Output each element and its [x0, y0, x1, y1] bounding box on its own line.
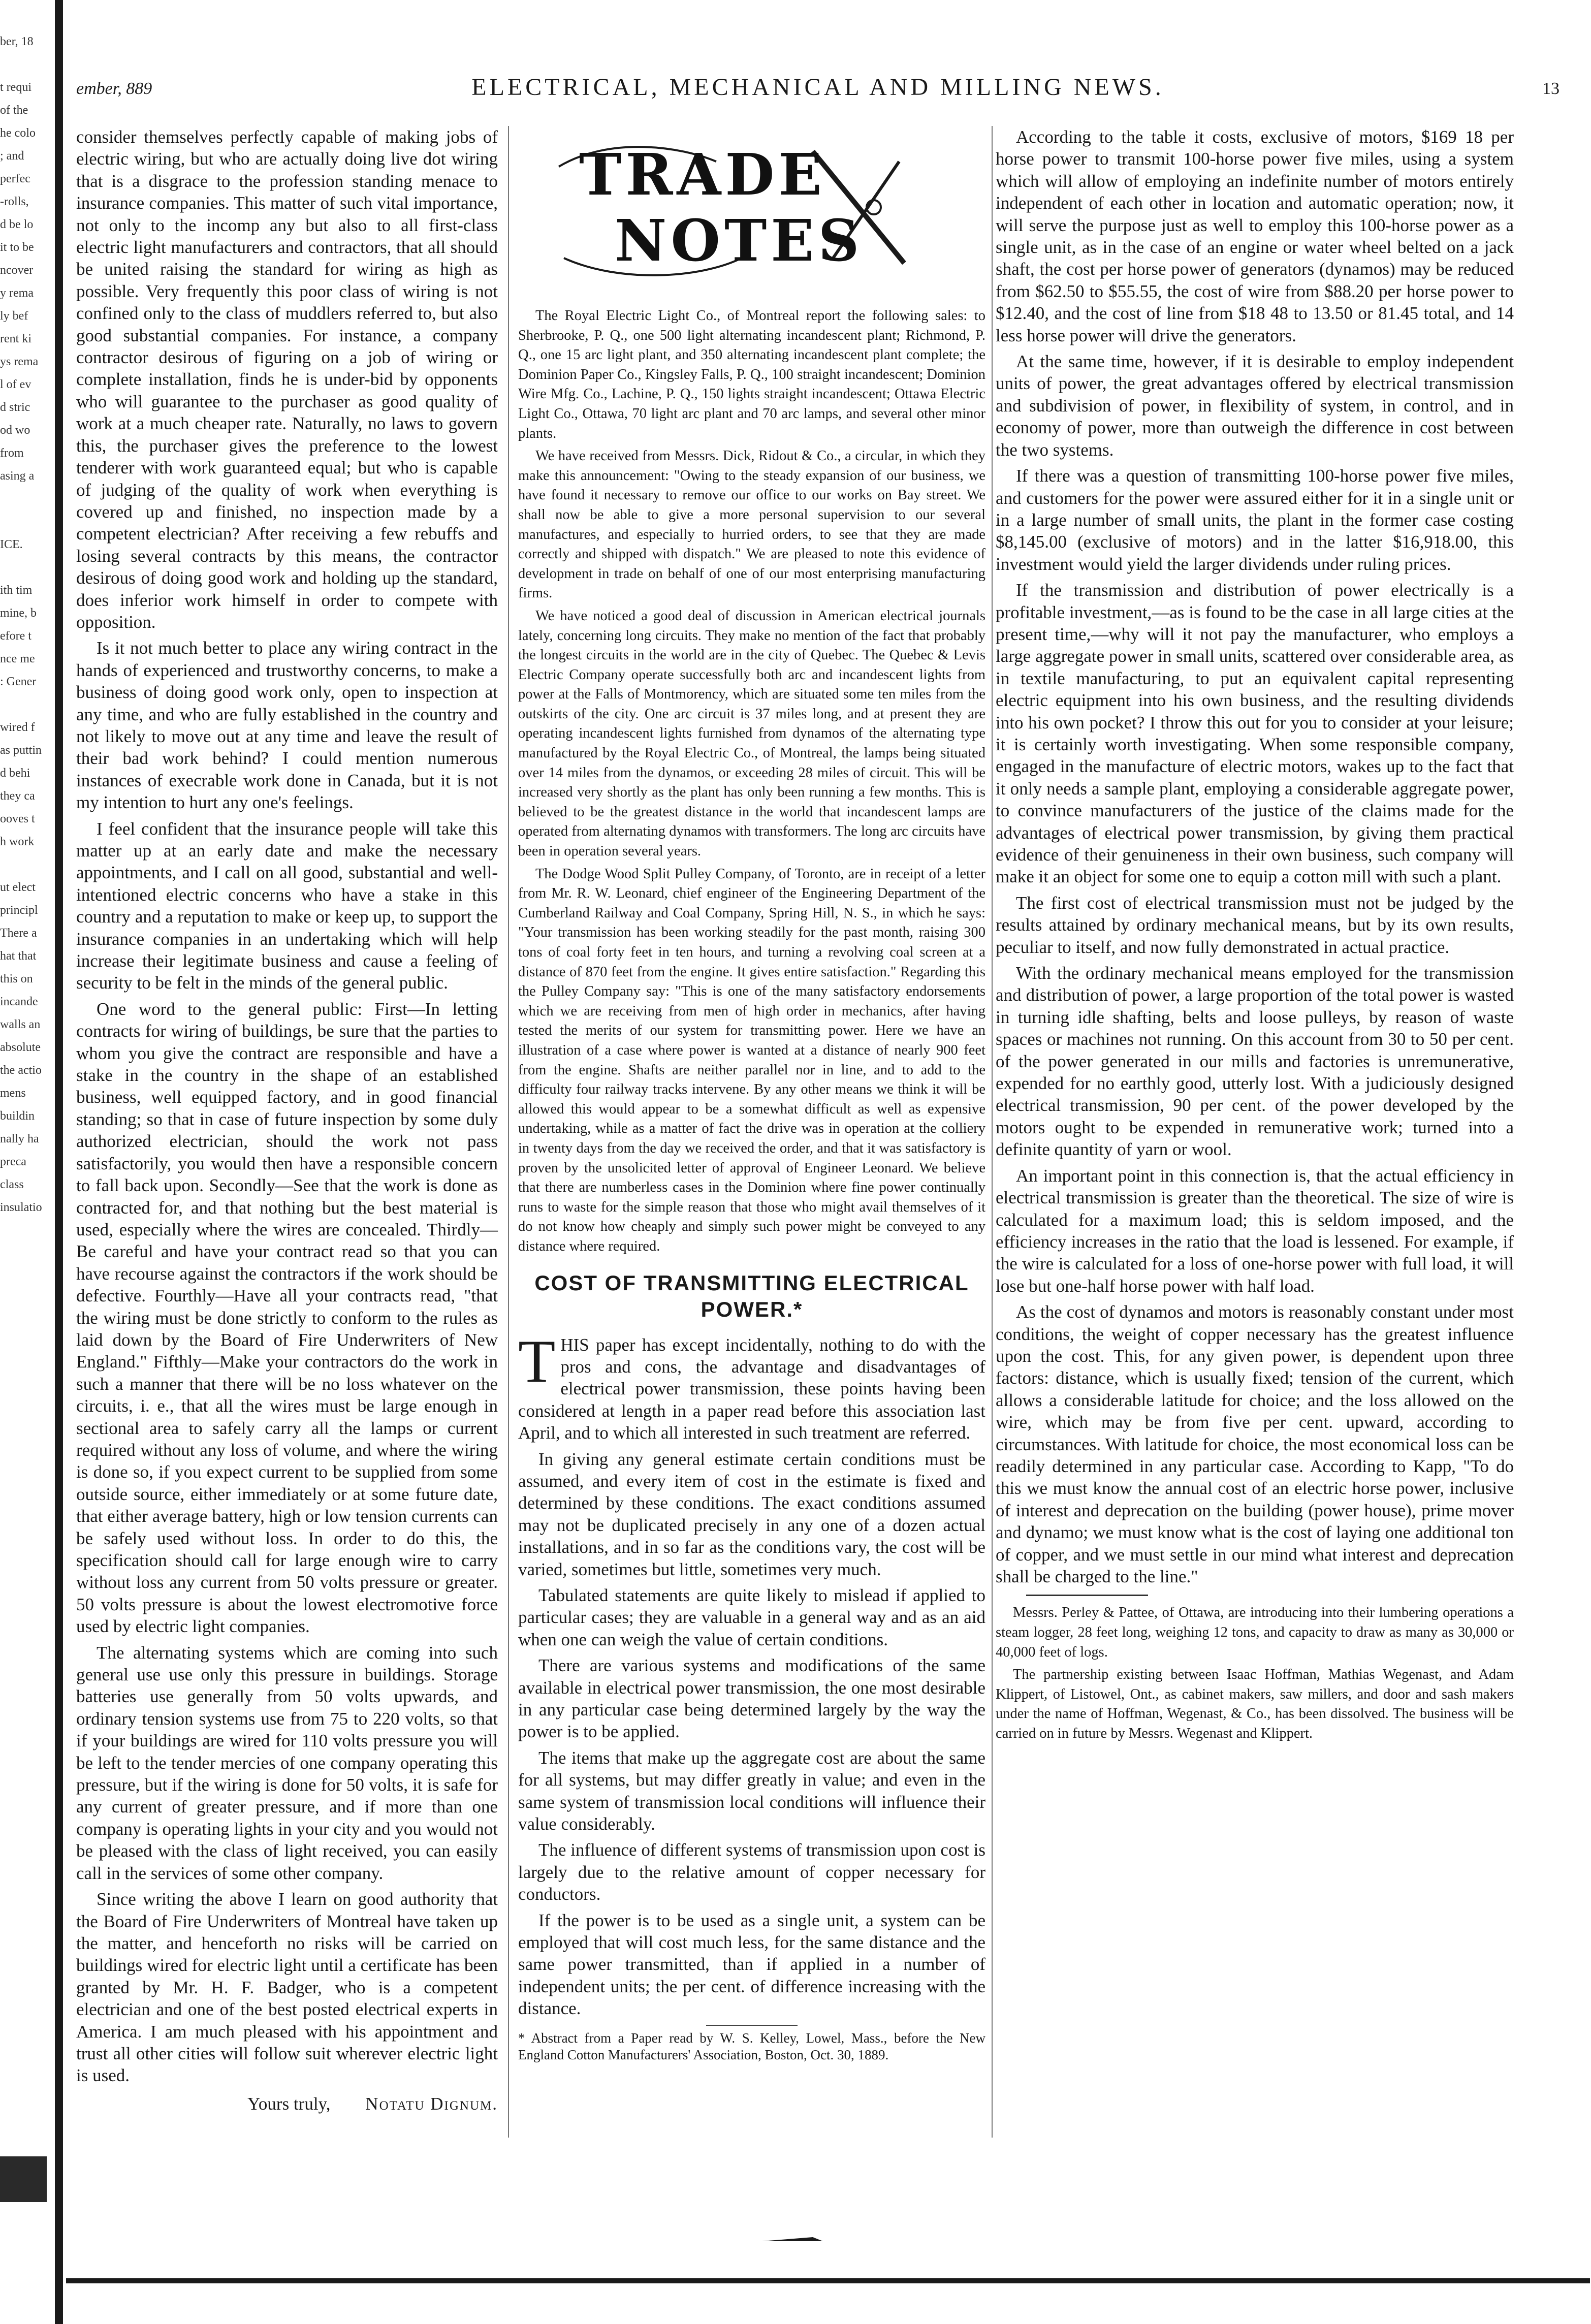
trade-notes-logo: [549, 131, 925, 294]
trade-note: We have received from Messrs. Dick, Ridout & Co., a circular, in which they make this announcement: "Owing to the steady expansion of our business, we have found it necessary to remove our office to our works on Bay street. We shall now be able to give a more personal supervision to our several manufactures, and especially to hurried orders, to see that they are made correctly and shipped with dispatch." We are pleased to note this evidence of development in trade on behalf of one of our most enterprising manufacturing firms.: [518, 448, 985, 601]
letter-paragraph: Since writing the above I learn on good authority that the Board of Fire Underwriters of Montreal have taken up the matter, and henceforth no risks will be carried on buildings wired for electric light until a certificate has been granted by Mr. H. F. Badger, who is a competent electrician and one of the best posted electrical experts in America. I am much pleased with his appointment and trust all other cities will follow suit wherever electric light is used.: [76, 1889, 498, 2086]
article-paragraph: According to the table it costs, exclusive of motors, $169 18 per horse power to transmit 100-horse power five miles, using a system which will allow of employing an indefinite number of motors entirely independent of each other in location and automatic operation; now, it will serve the purpose just as well to employ this 100-horse power as a single unit, as in the case of an engine or water wheel belted on a jack shaft, the cost per horse power of generators (dynamos) may be reduced from $62.50 to $55.55, the cost of wire from $88.20 per horse power to $12.40, and the cost of line from $18 48 to 13.50 or 81.45 total, and 14 less horse power will drive the generators.: [996, 127, 1514, 345]
adjacent-page-fragments: ber, 18 t requi of the he colo ; and perfec -rolls, d be lo it to be ncover y rema ly bef rent ki ys rema l of ev d stric od wo from asing a ICE. ith tim mine, b efore t nce me : Gener wired f as puttin d behi they ca ooves t h work ut elect principl There a hat that this on incande walls an absolute the actio mens buildin nally ha preca class insulatio: [0, 35, 42, 1214]
letter-paragraph: The alternating systems which are coming into such general use use only this pressure in buildings. Storage batteries use generally from 50 volts upwards, and ordinary tension systems use from 75 to 220 volts, so that if your buildings are wired for 110 volts pressure you will be left to the tender mercies of one company operating this pressure, but if the wiring is done for 50 volts, it is safe for any current of greater pressure, and if more than one company is operating lights in your city and you would not be pleased with the class of light received, you can easily call in the services of some other company.: [76, 1642, 498, 1883]
letter-column: [76, 126, 498, 2115]
article-lead-text: HIS paper has except incidentally, nothing to do with the pros and cons, the advantage and disadvantages of electrical power transmission, these points having been considered at length in a paper read before this association last April, and to which all interested in such treatment are referred.: [518, 1334, 985, 1443]
article-paragraph: As the cost of dynamos and motors is reasonably constant under most conditions, the weight of copper necessary has the greatest influence upon the cost. This, for any given power, is dependent upon three factors: distance, which is usually fixed; tension of the current, which allows a considerable latitude for choice; and the loss allowed on the wire, which may be from five per cent. upward, according to circumstances. With latitude for choice, the most economical loss can be readily determined in any particular case. According to Kapp, "To do this we must know the annual cost of an electric horse power, inclusive of interest and deprecation on the building (power house), prime mover and dynamo; we must know what is the cost of laying one additional ton of copper, and we must settle in our mind what interest and deprecation shall be charged to the line.": [996, 1302, 1514, 1586]
binding-edge: [55, 0, 63, 2324]
trade-notes-banner: [518, 126, 985, 301]
letter-paragraph: One word to the general public: First—In letting contracts for wiring of buildings, be sure that the parties to whom you give the contract are responsible and have a stake in the country in the shape of an established business, well equipped factory, and in good financial standing; so that in case of future inspection by some duly authorized electrician, should the work not pass satisfactorily, you would then have a responsible concern to fall back upon. Secondly—See that the work is done as contracted for, and that nothing but the best material is used, especially where the wires are concealed. Thirdly—Be careful and have your contract read so that you can have recourse against the contractors if the work should be defective. Fourthly—Have all your contracts read, "that the wiring must be done strictly to conform to the rules as laid down by the Board of Fire Underwriters of New England." Fifthly—Make your contractors do the work in such a manner that there will be no loss whatever on the circuits, i. e., that all the wires must be large enough in sectional area to safely carry all the lamps or current required without any loss of volume, and where the wiring is done so, if you expect current to be supplied from some outside source, either immediately or at some future date, that either average battery, high or low tension currents can be safely used without loss. In order to do this, the specification should call for large enough wire to carry without loss any current from 50 volts pressure or greater. 50 volts pressure is about the lowest electromotive force used by electric light companies.: [76, 999, 498, 1637]
trade-note: The Royal Electric Light Co., of Montreal report the following sales: to Sherbrooke, P. Q., one 500 light alternating incandescent plant; Richmond, P. Q., one 15 arc light plant, and 350 alternating incandescent plant complete; the Dominion Paper Co., Kingsley Falls, P. Q., 100 straight incandescent; Dominion Wire Mfg. Co., Lachine, P. Q., 150 lights straight incandescent; Ottawa Electric Light Co., Ottawa, 70 light arc plant and 70 arc lamps, and several other minor plants.: [518, 308, 985, 441]
trade-notes-title-row2: NOTES: [615, 208, 864, 274]
article-paragraph: The influence of different systems of transmission upon cost is largely due to the relative amount of copper necessary for conductors.: [518, 1840, 985, 1904]
trade-notes-list: [518, 306, 985, 1257]
page-number: 13: [1542, 79, 1560, 98]
binding-bar: [0, 2156, 47, 2202]
business-note: The partnership existing between Isaac Hoffman, Mathias Wegenast, and Adam Klippert, of Listowel, Ont., as cabinet makers, saw millers, and door and sash makers under the name of Hoffman, Wegenast, & Co., has been dissolved. The business will be carried on in future by Messrs. Wegenast and Klippert.: [996, 1667, 1514, 1741]
article-paragraph: If there was a question of transmitting 100-horse power five miles, and customers for the power were assured either for it in a single unit or in a large number of small units, the plant in the former case costing $8,145.00 (exclusive of motors) and in the latter $16,918.00, this investment would yield the larger dividends under ruling prices.: [996, 466, 1514, 574]
closing: Yours truly,: [247, 2093, 331, 2114]
issue-date: ember, 889: [76, 79, 152, 98]
article-headline: COST OF TRANSMITTING ELECTRICAL POWER.*: [534, 1270, 969, 1321]
trade-notes-column: [518, 126, 985, 2067]
article-paragraph: An important point in this connection is, that the actual efficiency in electrical transmission is greater than the theoretical. The size of wire is calculated for a maximum load; this is seldom imposed, and the efficiency increases in the ratio that the load is lessened. For example, if the wire is calculated for a loss of one-horse power with full load, it will lose but one-half horse power with half load.: [996, 1165, 1514, 1296]
business-notes: [996, 1603, 1514, 1743]
section-rule: [1026, 1595, 1148, 1596]
page-bottom-rule: [66, 2278, 1590, 2283]
drop-cap: T: [518, 1327, 556, 1395]
trade-notes-title-row1: TRADE: [579, 142, 826, 208]
trade-note: We have noticed a good deal of discussion in American electrical journals lately, concerning long circuits. They make no mention of the fact that probably the longest circuits in the world are in the city of Quebec. The Quebec & Levis Electric Company operate successfully both arc and incandescent lights from power at the Falls of Montmorency, which are situated some ten miles from the outskirts of the city. One arc circuit is 37 miles long, and at present they are operating incandescent lights furnished from dynamos of the alternating type manufactured by the Royal Electric Co., of Montreal, the lamps being situated over 14 miles from the dynamos, or exceeding 28 miles of circuit. This will be increased very shortly as the plant has only been running a few months. This is believed to be the greatest distance in the world that incandescent lamps are operated from alternating dynamos with transformers. The long arc circuits have been in operation several years.: [518, 608, 985, 859]
article-footnote: * Abstract from a Paper read by W. S. Kelley, Lowel, Mass., before the New England Cotton Manufacturers' Association, Boston, Oct. 30, 1889.: [518, 2030, 985, 2062]
letter-paragraph: I feel confident that the insurance people will take this matter up at an early date and make the necessary appointments, and I call on all good, substantial and well-intentioned electric concerns who have a stake in this country and a reputation to make or keep up, to support the insurance companies in an undertaking which will help increase their legitimate business and cause a feeling of security to be felt in the minds of the general public.: [76, 818, 498, 993]
trade-note: The Dodge Wood Split Pulley Company, of Toronto, are in receipt of a letter from Mr. R. W. Leonard, chief engineer of the Engineering Department of the Cumberland Railway and Coal Company, Spring Hill, N. S., in which he says: "Your transmission has been working steadily for the past month, raising 300 tons of coal forty feet in ten hours, and turning a revolving coal screen at a distance of 870 feet from the engine. It gives entire satisfaction." Regarding this the Pulley Company say: "This is one of the many satisfactory endorsements which we are receiving from men of high order in mechanics, after having tested the merits of our system for transmitting power. Here we have an illustration of a case where power is wanted at a distance of nearly 900 feet from the engine. Shafts are neither parallel nor in line, and to add to the difficulty four railway tracks intervene. By any other means we think it will be allowed this would appear to be a somewhat difficult as well as expensive undertaking, while as a matter of fact the drive was in operation at the colliery in twenty days from the day we received the order, and that it was satisfactory is proven by the unsolicited letter of approval of Engineer Leonard. We believe that there are numberless cases in the Dominion where fine power continually runs to waste for the simple reason that those who might avail themselves of it do not know how cheaply and simply such power might be conveyed to any distance where required.: [518, 866, 985, 1254]
business-note: Messrs. Perley & Pattee, of Ottawa, are introducing into their lumbering operations a steam logger, 28 feet long, weighing 12 tons, and capacity to draw as many as 30,000 or 40,000 feet of logs.: [996, 1605, 1514, 1660]
letter-paragraph: consider themselves perfectly capable of making jobs of electric wiring, but who are actually doing live dot wiring that is a disgrace to the profession standing menace to insurance companies. This matter of such vital importance, not only to the incomp any but also to all first-class electric light manufacturers and contractors, that all should be united raising the standard for wiring as high as possible. Very frequently this poor class of wiring is not confined only to the class of muddlers referred to, but also good substantial companies. For instance, a company contractor desirous of figuring on a job of wiring or complete installation, finds he is under-bid by opponents who will guarantee to the purchaser as good quality of work at a much cheaper rate. Naturally, no laws to govern this, the purchaser gives the preference to the lowest tenderer with work guaranteed equal; but who is capable of judging of the quality of work when everything is covered up and finished, no inspection made by a competent electrician? After receiving a few rebuffs and losing several contracts by this means, the contractor desirous of doing good work and holding up the standard, does inferior work himself in order to compete with opposition.: [76, 127, 498, 632]
article-paragraph: If the power is to be used as a single unit, a system can be employed that will cost much less, for the same distance and the same power transmitted, than if applied in a number of independent units; the per cent. of difference increasing with the distance.: [518, 1910, 985, 2019]
article-paragraph: With the ordinary mechanical means employed for the transmission and distribution of power, a large proportion of the total power is wasted in turning idle shafting, belts and loose pulleys, by reason of waste spaces or machines not running. On this account from 30 to 50 per cent. of the power generated in our mills and factories is unremunerative, expended for no earthly good, utterly lost. With a judiciously designed electrical transmission, 90 per cent. of the power developed by the motors ought to be expended in remunerative work; turned into a definite quantity of yarn or wool.: [996, 963, 1514, 1160]
running-head: [76, 71, 1560, 112]
binding-gutter: [0, 0, 66, 2324]
letter-paragraph: Is it not much better to place any wiring contract in the hands of experienced and trustworthy concerns, to make a business of doing good work only, open to inspection at any time, and who are fully established in the country and not likely to move out at any time and leave the result of their bad work behind? I could mention numerous instances of execrable work done in Canada, but it is not my intention to hurt any one's feelings.: [76, 638, 498, 813]
article-continuation-column: [996, 126, 1514, 1747]
article-paragraph: The first cost of electrical transmission must not be judged by the results attained by ordinary mechanical means, but by its own results, peculiar to itself, and now fully demonstrated in actual practice.: [996, 893, 1514, 957]
article-paragraph: If the transmission and distribution of power electrically is a profitable investment,—as is found to be the case in all large cities at the present time,—why will it not pay the manufacturer, who employs a large aggregate power in small units, scattered over considerable area, as in textile manufacturing, to put an equivalent capital representing electric equipment into his own business, and the resulting dividends into his own pocket? I throw this out for you to consider at your leisure; it is certainly worth investigating. When some responsible company, engaged in the manufacture of electric motors, wakes up to the fact that it only needs a sample plant, employing a considerable aggregate power, to convince manufacturers of the justice of the claims made for the advantages of electrical power transmission, by giving them practical evidence of their genuineness in their own business, such company will make it an object for some one to equip a cotton mill with such a plant.: [996, 580, 1514, 887]
article-paragraph: There are various systems and modifications of the same available in electrical power transmission, the one most desirable in any particular case being determined largely by the way the power is to be applied.: [518, 1656, 985, 1742]
article-lead: [518, 1327, 985, 1444]
article-paragraph: The items that make up the aggregate cost are about the same for all systems, but may differ greatly in value; and even in the same system of transmission local conditions will influence their value considerably.: [518, 1747, 985, 1834]
column-rule: [508, 126, 509, 2138]
footnote-rule: [706, 2025, 798, 2026]
article-paragraph: In giving any general estimate certain conditions must be assumed, and every item of cost in the estimate is fixed and determined by these conditions. The exact conditions assumed may not be duplicated precisely in any one of a dozen actual installations, and in so far as the conditions vary, the cost will be varied, sometimes but little, sometimes very much.: [518, 1449, 985, 1579]
letter-signoff: [76, 2093, 498, 2115]
journal-title: ELECTRICAL, MECHANICAL AND MILLING NEWS.: [471, 74, 1164, 101]
column-rule: [992, 126, 993, 2138]
printers-mark: [762, 2235, 823, 2243]
signature: Notatu Dignum.: [365, 2093, 498, 2114]
article-paragraph: Tabulated statements are quite likely to mislead if applied to particular cases; they are valuable in a general way and as an aid when one can weigh the value of certain conditions.: [518, 1585, 985, 1649]
article-paragraph: At the same time, however, if it is desirable to employ independent units of power, the great advantages offered by electrical transmission and subdivision of power, in flexibility of system, in control, and in economy of power, more than outweigh the difference in cost between the two systems.: [996, 352, 1514, 460]
